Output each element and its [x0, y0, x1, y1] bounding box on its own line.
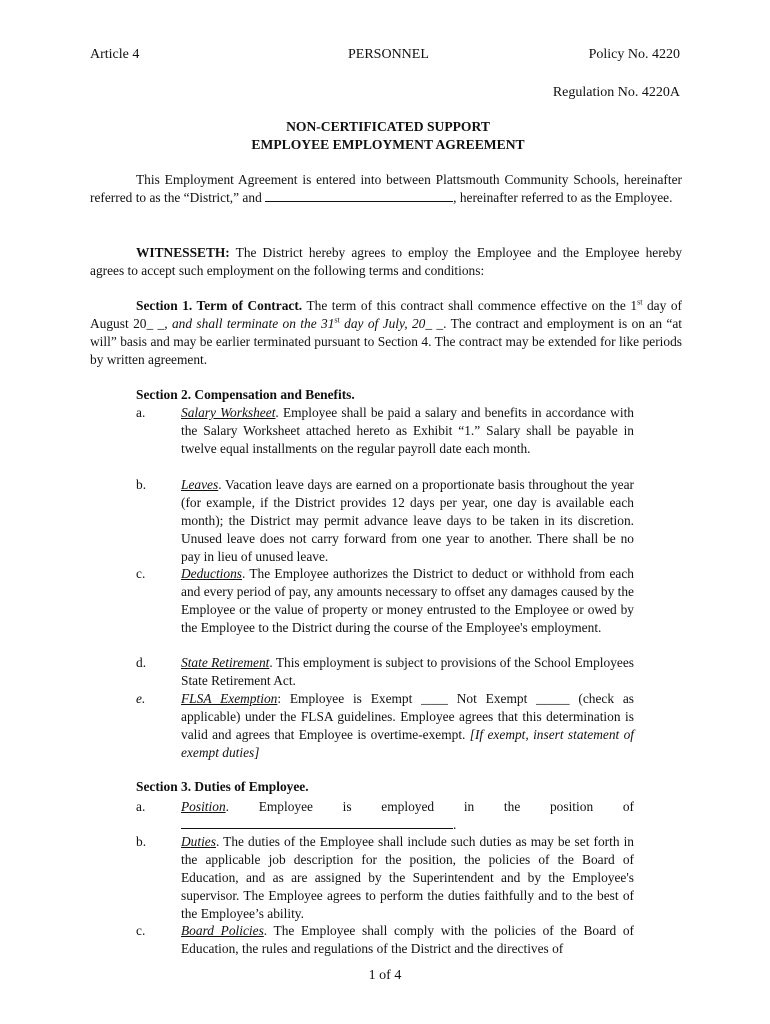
section1-text-c: . The contract and employment is on an “at will” basis and may be earlier terminated pursuant to Section 4. The contract may be extended for like periods by written agreement. [90, 316, 682, 367]
section1-italic: , and shall terminate on the 31 [164, 316, 335, 331]
item-text: . Employee is employed in the position of [225, 799, 634, 814]
item-text: . Vacation leave days are earned on a proportionate basis throughout the year (for example, if the District provides 12 days per year, one day is available each month); the District may permit advance leave days to be taken in its discretion. Unused leave does not carry forward from one year to another. There shall be no pay in lieu of unused leave. [181, 477, 634, 564]
intro-paragraph [90, 171, 682, 207]
employee-name-blank[interactable] [265, 189, 453, 202]
item-title: Board Policies [181, 923, 264, 938]
item-text: . The Employee shall comply with the policies of the Board of Education, the rules and regulations of the District and the directives of [181, 923, 634, 956]
item-letter: b. [136, 834, 147, 849]
section1-sup-b: st [334, 315, 340, 325]
item-letter: c. [136, 923, 146, 938]
item-text: . Employee shall be paid a salary and benefits in accordance with the Salary Worksheet attached hereto as Exhibit “1.” Salary shall be payable in twelve equal installments on the regular payroll date each month. [181, 405, 634, 456]
section1-paragraph [90, 297, 682, 369]
section1-sup-a: st [637, 297, 643, 307]
item-title: Deductions [181, 566, 242, 581]
item-title: Salary Worksheet [181, 405, 276, 420]
header-article: Article 4 [90, 47, 140, 62]
item-text: . The Employee authorizes the District to deduct or withhold from each and every period of pay, any amounts necessary to offset any damages caused by the Employee or the value of property or money entrusted to the Employee or owed by the Employee to the District during the course of the Employee's employment. [181, 566, 634, 635]
witnesseth-label: WITNESSETH: [136, 245, 230, 260]
witnesseth-paragraph [90, 244, 682, 280]
section3-heading: Section 3. Duties of Employee. [136, 779, 309, 794]
page-number: 1 of 4 [368, 968, 402, 983]
header-section: PERSONNEL [348, 47, 429, 62]
regulation-number: Regulation No. 4220A [552, 85, 680, 100]
section1-text-a: The term of this contract shall commence effective on the 1 [306, 298, 638, 313]
item-letter: b. [136, 477, 147, 492]
item-title: State Retirement [181, 655, 270, 670]
item-text: : Employee is Exempt ____ Not Exempt _____ (check as applicable) under the FLSA guidelines. Employee agrees that this determination is valid and agrees that Employee is overtime-exempt. [181, 691, 635, 742]
section2-heading: Section 2. Compensation and Benefits. [136, 387, 355, 402]
item-title: Leaves [181, 477, 219, 492]
item-letter: d. [136, 655, 147, 670]
page-header [90, 47, 680, 65]
item-title: Duties [181, 834, 216, 849]
item-letter: a. [136, 799, 146, 814]
intro-text-b: , hereinafter referred to as the Employee. [453, 190, 673, 205]
section1-italic-b: day of July, 20_ _ [344, 316, 444, 331]
item-text: . The duties of the Employee shall include such duties as may be set forth in the applicable job description for the position, the policies of the Board of Education, and as are assigned by the Superintendent and by the Employee's supervisor. The Employee agrees to perform the duties faithfully and to the best of the Employee’s ability. [181, 834, 634, 921]
header-policy-number: Policy No. 4220 [588, 47, 680, 62]
section1-label: Section 1. Term of Contract. [136, 298, 303, 313]
witnesseth-text: The District hereby agrees to employ the Employee and the Employee hereby agrees to accept such employment on the following terms and conditions: [90, 245, 682, 278]
intro-text-a: This Employment Agreement is entered into between Plattsmouth Community Schools, hereinafter referred to as the “District,” and [90, 172, 682, 205]
section1-text-b: day of August 20_ _ [90, 298, 683, 331]
item-title: FLSA Exemption [181, 691, 278, 706]
item-tail: . [453, 817, 457, 832]
document-title-line1: NON-CERTIFICATED SUPPORT [286, 119, 490, 134]
item-letter: a. [136, 405, 146, 420]
item-italic-note: [If exempt, insert statement of exempt duties] [181, 726, 634, 760]
item-title: Position [181, 799, 226, 814]
document-title-line2: EMPLOYEE EMPLOYMENT AGREEMENT [251, 137, 525, 152]
position-blank[interactable] [181, 816, 453, 829]
item-letter: c. [136, 566, 146, 581]
item-letter: e. [136, 691, 146, 706]
item-text: . This employment is subject to provisions of the School Employees State Retirement Act. [181, 655, 634, 688]
